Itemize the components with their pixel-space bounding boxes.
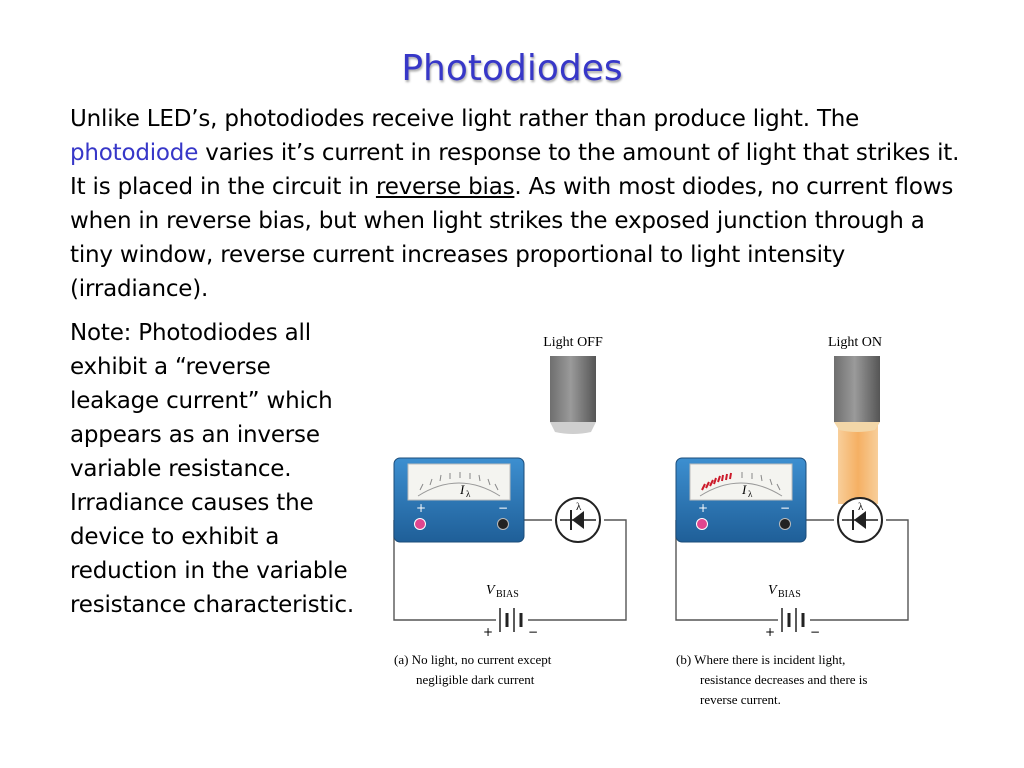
- meter-symbol: I: [460, 482, 465, 497]
- light-beam: [838, 422, 878, 504]
- svg-text:−: −: [498, 501, 509, 515]
- caption-a-line2: negligible dark current: [416, 672, 535, 687]
- photodiode-symbol: [838, 498, 882, 542]
- intro-text-3: . As with most diodes, no current flows when in reverse bias, but when light strikes the exposed junction through a tiny window, reverse current increases proportional to light intensity (irradiance).: [70, 174, 954, 302]
- svg-text:λ: λ: [858, 501, 864, 513]
- note-text: Note: Photodiodes all exhibit a “reverse leakage current” which appears as an inverse variable resistance. Irradiance causes the device to exhibit a reduction in the variable resistance characteristic.: [70, 320, 354, 618]
- circuit-light-off: [394, 335, 626, 687]
- svg-text:−: −: [810, 625, 821, 639]
- light-off-label: Light OFF: [543, 335, 603, 350]
- page-title: Photodiodes: [401, 48, 623, 89]
- reverse-bias-term: reverse bias: [375, 174, 515, 200]
- light-on-label: Light ON: [827, 335, 883, 350]
- lamp-on: [834, 356, 880, 432]
- svg-text:+: +: [698, 501, 709, 515]
- svg-text:V: V: [768, 583, 777, 598]
- svg-text:−: −: [528, 625, 539, 639]
- caption-b-line3: reverse current.: [700, 692, 781, 707]
- intro-text-1: Unlike LED’s, photodiodes receive light rather than produce light. The: [70, 106, 860, 132]
- caption-a-line1: (a) No light, no current except: [394, 652, 552, 667]
- svg-text:λ: λ: [748, 489, 753, 499]
- intro-text-2: varies it’s current in response to the amount of light that strikes it. It is placed in the circuit in: [70, 140, 960, 200]
- svg-text:BIAS: BIAS: [778, 589, 801, 600]
- intro-paragraph: [70, 102, 960, 306]
- ammeter-on: [676, 458, 806, 542]
- photodiode-term: photodiode: [70, 140, 199, 166]
- svg-text:−: −: [780, 501, 791, 515]
- caption-b-line2: resistance decreases and there is: [700, 672, 868, 687]
- svg-text:λ: λ: [466, 489, 471, 499]
- photodiode-symbol: [556, 498, 600, 542]
- svg-text:+: +: [416, 501, 427, 515]
- svg-text:+: +: [765, 625, 776, 639]
- ammeter-off: [394, 458, 524, 542]
- svg-text:λ: λ: [576, 501, 582, 513]
- battery-symbol: [765, 583, 820, 639]
- caption-b-line1: (b) Where there is incident light,: [676, 652, 846, 667]
- svg-text:+: +: [483, 625, 494, 639]
- lamp-off: [550, 356, 596, 434]
- svg-text:I: I: [742, 482, 747, 497]
- svg-text:V: V: [486, 583, 495, 598]
- svg-text:BIAS: BIAS: [496, 589, 519, 600]
- photodiode-circuit-figure: [380, 320, 940, 720]
- battery-symbol: [483, 583, 538, 639]
- circuit-light-on: [676, 335, 908, 707]
